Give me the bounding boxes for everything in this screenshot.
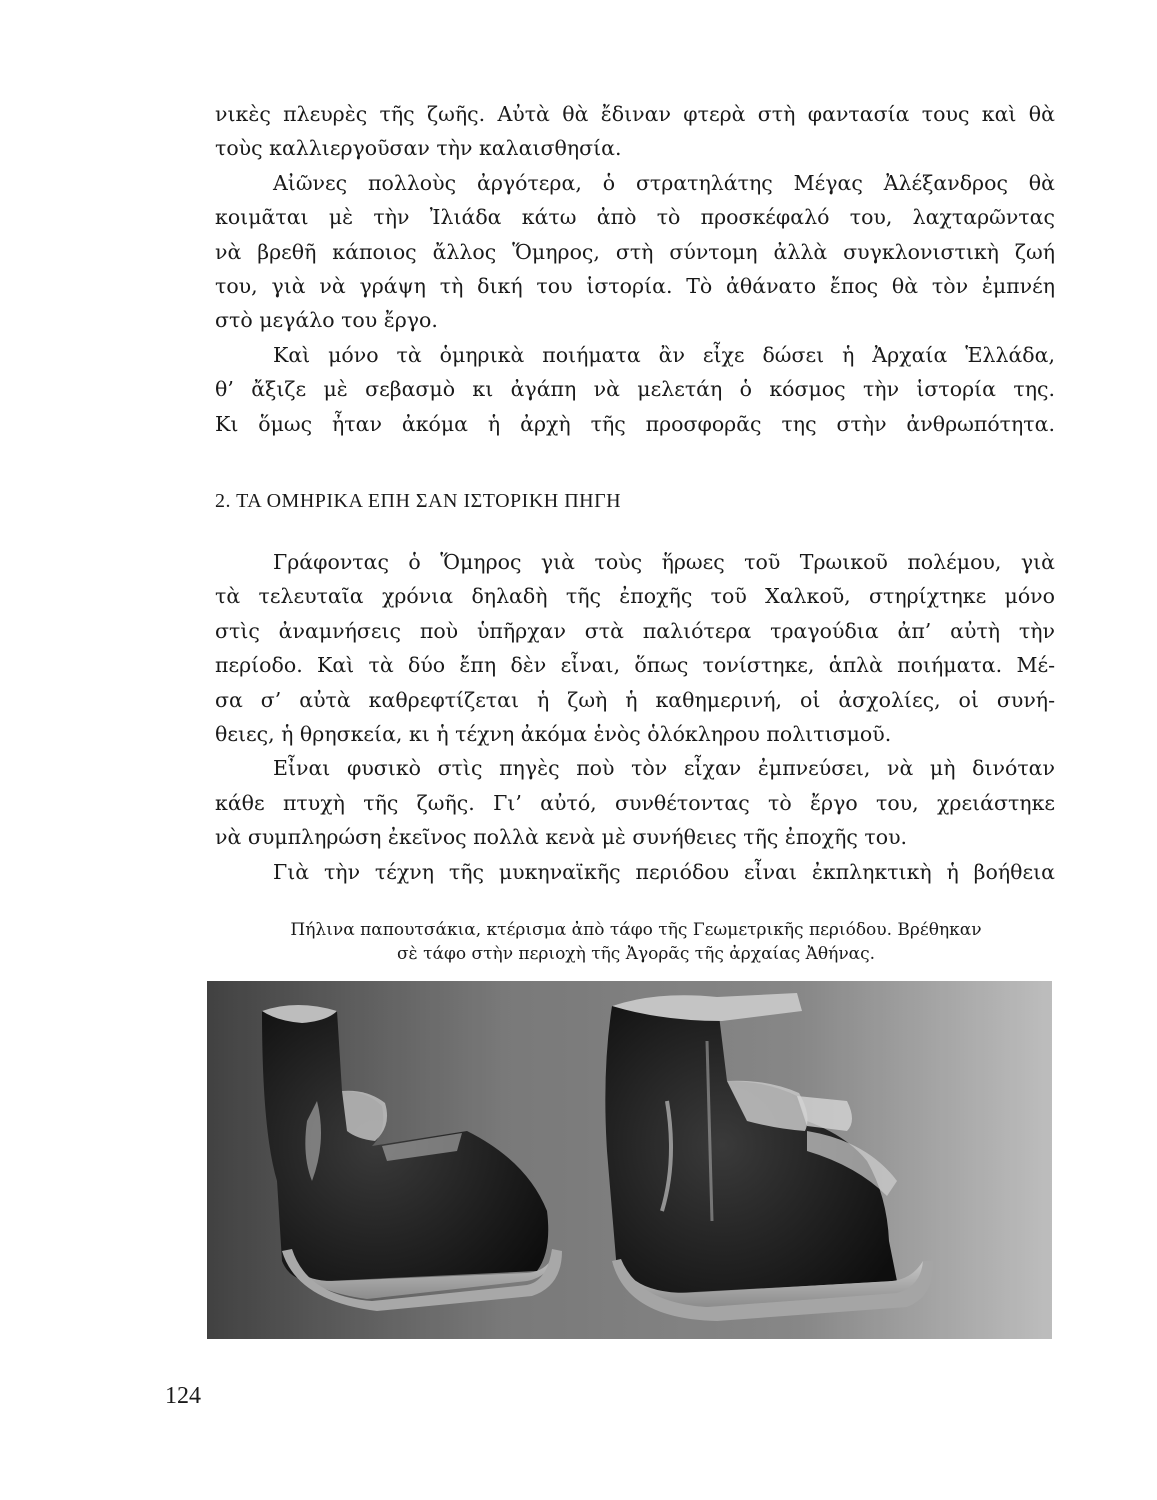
text-line: του, γιὰ νὰ γράψη τὴ δική του ἱστορία. Τὸ ἀθάνατο ἔπος θὰ τὸν ἐμπνέη [215,273,1055,298]
body-text-bottom [215,545,1055,889]
text-line: κάθε πτυχὴ τῆς ζωῆς. Γι’ αὐτό, συνθέτοντας τὸ ἔργο του, χρειάστηκε [215,790,1055,815]
text-line: νικὲς πλευρὲς τῆς ζωῆς. Αὐτὰ θὰ ἔδιναν φτερὰ στὴ φαντασία τους καὶ θὰ [215,102,1055,126]
text-line: Γιὰ τὴν τέχνη τῆς μυκηναϊκῆς περιόδου εἶναι ἐκπληκτικὴ ἡ βοήθεια [273,859,1055,884]
text-line: νὰ συμπληρώση ἐκεῖνος πολλὰ κενὰ μὲ συνήθειες τῆς ἐποχῆς του. [215,825,908,850]
paragraph-6 [215,855,1055,889]
text-line: νὰ βρεθῆ κάποιος ἄλλος Ὅμηρος, στὴ σύντομη ἀλλὰ συγκλονιστικὴ ζωή [215,239,1055,264]
photo-illustration [207,981,1052,1339]
paragraph-5 [215,751,1055,854]
paragraph-4 [215,545,1055,751]
paragraph-3 [215,338,1055,441]
text-line: Εἶναι φυσικὸ στὶς πηγὲς ποὺ τὸν εἶχαν ἐμπνεύσει, νὰ μὴ δινόταν [273,756,1055,781]
body-text-top [215,97,1055,441]
text-line: περίοδο. Καὶ τὰ δύο ἔπη δὲν εἶναι, ὅπως τονίστηκε, ἁπλὰ ποιήματα. Μέ- [215,653,1055,678]
paragraph-2 [215,166,1055,338]
caption-line: σὲ τάφο στὴν περιοχὴ τῆς Ἀγορᾶς τῆς ἀρχαίας Ἀθήνας. [396,944,876,964]
caption-line: Πήλινα παπουτσάκια, κτέρισμα ἀπὸ τάφο τῆς Γεωμετρικῆς περιόδου. Βρέθηκαν [290,920,982,940]
photo-clay-shoes [207,981,1052,1339]
text-line: Γράφοντας ὁ Ὅμηρος γιὰ τοὺς ἥρωες τοῦ Τρωικοῦ πολέμου, γιὰ [273,550,1055,574]
text-line: θ’ ἄξιζε μὲ σεβασμὸ κι ἀγάπη νὰ μελετάη ὁ κόσμος τὴν ἱστορία της. [215,377,1055,402]
text-line: Καὶ μόνο τὰ ὁμηρικὰ ποιήματα ἂν εἶχε δώσει ἡ Ἀρχαία Ἑλλάδα, [273,342,1055,367]
text-line: σα σ’ αὐτὰ καθρεφτίζεται ἡ ζωὴ ἡ καθημερινή, οἱ ἀσχολίες, οἱ συνή- [215,687,1055,712]
text-line: στὶς ἀναμνήσεις ποὺ ὑπῆρχαν στὰ παλιότερα τραγούδια ἀπ’ αὐτὴ τὴν [215,618,1055,643]
text-line: τοὺς καλλιεργοῦσαν τὴν καλαισθησία. [215,136,622,161]
text-line: στὸ μεγάλο του ἔργο. [215,308,438,333]
text-line: κοιμᾶται μὲ τὴν Ἰλιάδα κάτω ἀπὸ τὸ προσκέφαλό του, λαχταρῶντας [215,205,1055,230]
text-line: θειες, ἡ θρησκεία, κι ἡ τέχνη ἀκόμα ἑνὸς ὁλόκληρου πολιτισμοῦ. [215,721,892,746]
text-line: τὰ τελευταῖα χρόνια δηλαδὴ τῆς ἐποχῆς τοῦ Χαλκοῦ, στηρίχτηκε μόνο [215,584,1055,609]
page-number: 124 [165,1383,201,1409]
figure-caption [215,918,1057,966]
text-line: Κι ὅμως ἦταν ἀκόμα ἡ ἀρχὴ τῆς προσφορᾶς της στὴν ἀνθρωπότητα. [215,411,1055,436]
text-line: Αἰῶνες πολλοὺς ἀργότερα, ὁ στρατηλάτης Μέγας Ἀλέξανδρος θὰ [273,170,1055,195]
section-heading: 2. ΤΑ ΟΜΗΡΙΚΑ ΕΠΗ ΣΑΝ ΙΣΤΟΡΙΚΗ ΠΗΓΗ [215,490,622,512]
paragraph-1 [215,97,1055,166]
